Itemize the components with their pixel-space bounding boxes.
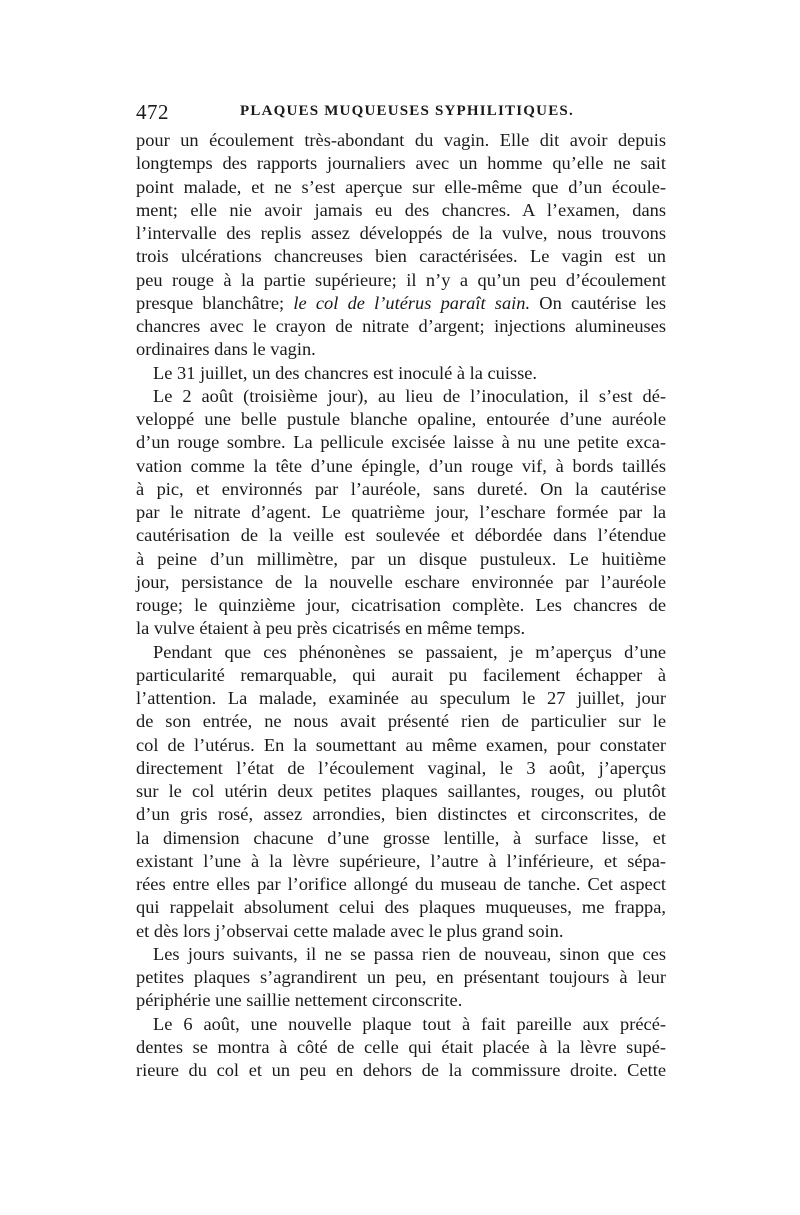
page-number: 472 (136, 100, 169, 124)
text-line: ment; elle nie avoir jamais eu des chancres. A l’examen, dans (136, 199, 666, 220)
text-segment: On cautérise les (530, 292, 667, 313)
text-line: vation comme la tête d’une épingle, d’un rouge vif, à bords taillés (136, 455, 666, 476)
text-line: la dimension chacune d’une grosse lentille, à surface lisse, et (136, 827, 666, 848)
text-line: particularité remarquable, qui aurait pu facilement échapper à (136, 664, 666, 685)
text-line: pour un écoulement très-abondant du vagin. Elle dit avoir depuis (136, 130, 666, 150)
text-line: à peine d’un millimètre, par un disque pustuleux. Le huitième (136, 548, 666, 569)
text-line: qui rappelait absolument celui des plaques muqueuses, me frappa, (136, 897, 666, 918)
text-line: veloppé une belle pustule blanche opaline, entourée d’une auréole (136, 409, 666, 429)
text-line: directement l’état de l’écoulement vaginal, le 3 août, j’aperçus (136, 757, 666, 778)
text-line: dentes se montra à côté de celle qui était placée à la lèvre supé- (136, 1036, 666, 1057)
text-line: Le 2 août (troisième jour), au lieu de l’inoculation, il s’est dé- (153, 385, 666, 406)
text-line: à pic, et environnés par l’auréole, sans dureté. On la cautérise (136, 478, 666, 499)
text-line: chancres avec le crayon de nitrate d’argent; injections alumineuses (136, 316, 666, 336)
text-line: ordinaires dans le vagin. (136, 339, 316, 360)
text-line: d’un rouge sombre. La pellicule excisée laisse à nu une petite exca- (136, 432, 666, 453)
text-line: trois ulcérations chancreuses bien caractérisées. Le vagin est un (136, 246, 666, 267)
text-line: rées entre elles par l’orifice allongé du museau de tanche. Cet aspect (136, 874, 666, 894)
text-line: l’attention. La malade, examinée au speculum le 27 juillet, jour (136, 688, 666, 708)
text-line: peu rouge à la partie supérieure; il n’y a qu’un peu d’écoulement (136, 269, 666, 290)
body-text (136, 129, 666, 1082)
text-line: d’un gris rosé, assez arrondies, bien distinctes et circonscrites, de (136, 804, 666, 825)
text-line: Pendant que ces phénonènes se passaient, je m’aperçus d’une (153, 641, 666, 662)
text-line: jour, persistance de la nouvelle eschare environnée par l’auréole (136, 571, 666, 592)
text-line: Les jours suivants, il ne se passa rien de nouveau, sinon que ces (153, 943, 666, 964)
text-line: rouge; le quinzième jour, cicatrisation complète. Les chancres de (136, 595, 666, 615)
italic-phrase: le col de l’utérus paraît sain. (293, 292, 531, 313)
text-line: l’intervalle des replis assez développés de la vulve, nous trouvons (136, 223, 666, 243)
text-line: et dès lors j’observai cette malade avec le plus grand soin. (136, 920, 564, 941)
text-line: périphérie une saillie nettement circonscrite. (136, 990, 463, 1011)
text-line: par le nitrate d’agent. Le quatrième jour, l’eschare formée par la (136, 502, 666, 522)
text-line (136, 292, 666, 315)
text-line: la vulve étaient à peu près cicatrisés en même temps. (136, 618, 526, 639)
page-header (136, 100, 666, 126)
text-line: point malade, et ne s’est aperçue sur elle-même que d’un écoule- (136, 176, 666, 197)
text-line: existant l’une à la lèvre supérieure, l’autre à l’inférieure, et sépa- (136, 850, 666, 871)
running-title: PLAQUES MUQUEUSES SYPHILITIQUES. (240, 103, 574, 119)
text-line: col de l’utérus. En la soumettant au même examen, pour constater (136, 734, 666, 755)
text-line: rieure du col et un peu en dehors de la commissure droite. Cette (136, 1060, 666, 1080)
text-line: Le 31 juillet, un des chancres est inoculé à la cuisse. (153, 362, 538, 383)
text-line: petites plaques s’agrandirent un peu, en présentant toujours à leur (136, 967, 666, 987)
text-line: cautérisation de la veille est soulevée et débordée dans l’étendue (136, 525, 666, 546)
text-line: de son entrée, ne nous avait présenté rien de particulier sur le (136, 711, 666, 732)
text-segment: presque blanchâtre; (136, 292, 294, 313)
text-line: Le 6 août, une nouvelle plaque tout à fait pareille aux précé- (153, 1013, 666, 1034)
text-line: sur le col utérin deux petites plaques saillantes, rouges, ou plutôt (136, 781, 666, 801)
text-line: longtemps des rapports journaliers avec un homme qu’elle ne sait (136, 153, 666, 174)
